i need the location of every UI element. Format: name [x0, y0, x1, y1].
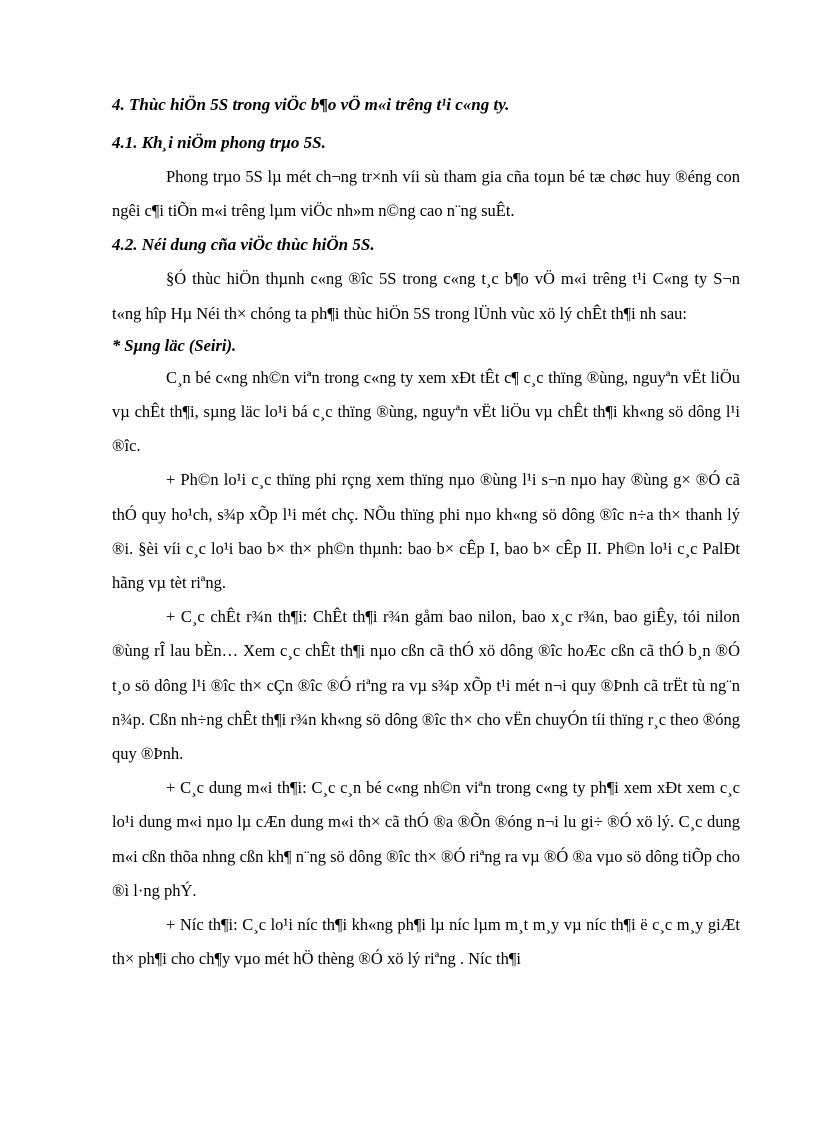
paragraph-seiri-review: C¸n bé c«ng nh©n viªn trong c«ng ty xem xÐt tÊt c¶ c¸c thïng ®ùng, nguyªn vËt liÖu vµ chÊt th¶i, sµng läc lo¹i bá c¸c thïng ®ùng, nguyªn vËt liÖu vµ chÊt th¶i kh«ng sö dông l¹i ®îc. [112, 367, 740, 456]
section-heading-4-2: 4.2. Néi dung cña viÖc thùc hiÖn 5S. [112, 235, 375, 255]
subheading-seiri: * Sµng läc (Seiri). [112, 335, 237, 355]
paragraph-wastewater: + Níc th¶i: C¸c lo¹i níc th¶i kh«ng ph¶i lµ níc lµm m¸t m¸y vµ níc th¶i ë c¸c m¸y giÆt th× ph¶i cho ch¶y vµo mét hÖ thèng ®Ó xö lý riªng . Níc th¶i [112, 915, 740, 969]
document-page [112, 88, 740, 976]
section-heading-4: 4. Thùc hiÖn 5S trong viÖc b¶o vÖ m«i trêng t¹i c«ng ty. [112, 95, 510, 114]
paragraph-empty-drums: + Ph©n lo¹i c¸c thïng phi rçng xem thïng nµo ®ùng l¹i s¬n nµo hay ®ùng g× ®Ó cã thÓ quy ho¹ch, s¾p xÕp l¹i mét chç. NÕu thïng phi nµo kh«ng sö dông ®îc n÷a th× thanh lý ®i. §èi víi c¸c lo¹i bao b× th× ph©n thµnh: bao b× cÊp I, bao b× cÊp II. Ph©n lo¹i c¸c PalÐt hãng vµ tèt riªng. [112, 470, 740, 593]
paragraph-5s-concept: Phong trµo 5S lµ mét ch¬ng tr×nh víi sù tham gia cña toµn bé tæ chøc huy ®éng con ngêi c¶i tiÕn m«i trêng lµm viÖc nh»m n©ng cao n¨ng suÊt. [112, 167, 740, 221]
section-heading-4-1: 4.1. Kh¸i niÖm phong trµo 5S. [112, 133, 326, 152]
paragraph-waste-solvents: + C¸c dung m«i th¶i: C¸c c¸n bé c«ng nh©n viªn trong c«ng ty ph¶i xem xÐt xem c¸c lo¹i dung m«i nµo lµ cÆn dung m«i th× cã thÓ ®a ®Õn ®óng n¬i lu gi÷ ®Ó xö lý. C¸c dung m«i cßn thõa nhng cßn kh¶ n¨ng sö dông ®îc th× ®Ó riªng ra vµ ®Ó ®a vµo sö dông tiÕp cho ®ì l·ng phÝ. [112, 778, 740, 900]
paragraph-5s-implementation: §Ó thùc hiÖn thµnh c«ng ®îc 5S trong c«ng t¸c b¶o vÖ m«i trêng t¹i C«ng ty S¬n t«ng hîp Hµ Néi th× chóng ta ph¶i thùc hiÖn 5S trong lÜnh vùc xö lý chÊt th¶i nh sau: [112, 269, 740, 323]
paragraph-solid-waste: + C¸c chÊt r¾n th¶i: ChÊt th¶i r¾n gåm bao nilon, bao x¸c r¾n, bao giÊy, tói nilon ®ùng rÎ lau bÈn… Xem c¸c chÊt th¶i nµo cßn cã thÓ xö dông ®îc hoÆc cßn cã thÓ b¸n ®Ó t¸o sö dông l¹i ®îc th× cÇn ®îc ®Ó riªng ra vµ s¾p xÕp t¹i mét n¬i quy ®Þnh cã trËt tù ng¨n n¾p. Cßn nh÷ng chÊt th¶i r¾n kh«ng sö dông ®îc th× cho vËn chuyÓn tíi thïng r¸c theo ®óng quy ®Þnh. [112, 607, 740, 764]
